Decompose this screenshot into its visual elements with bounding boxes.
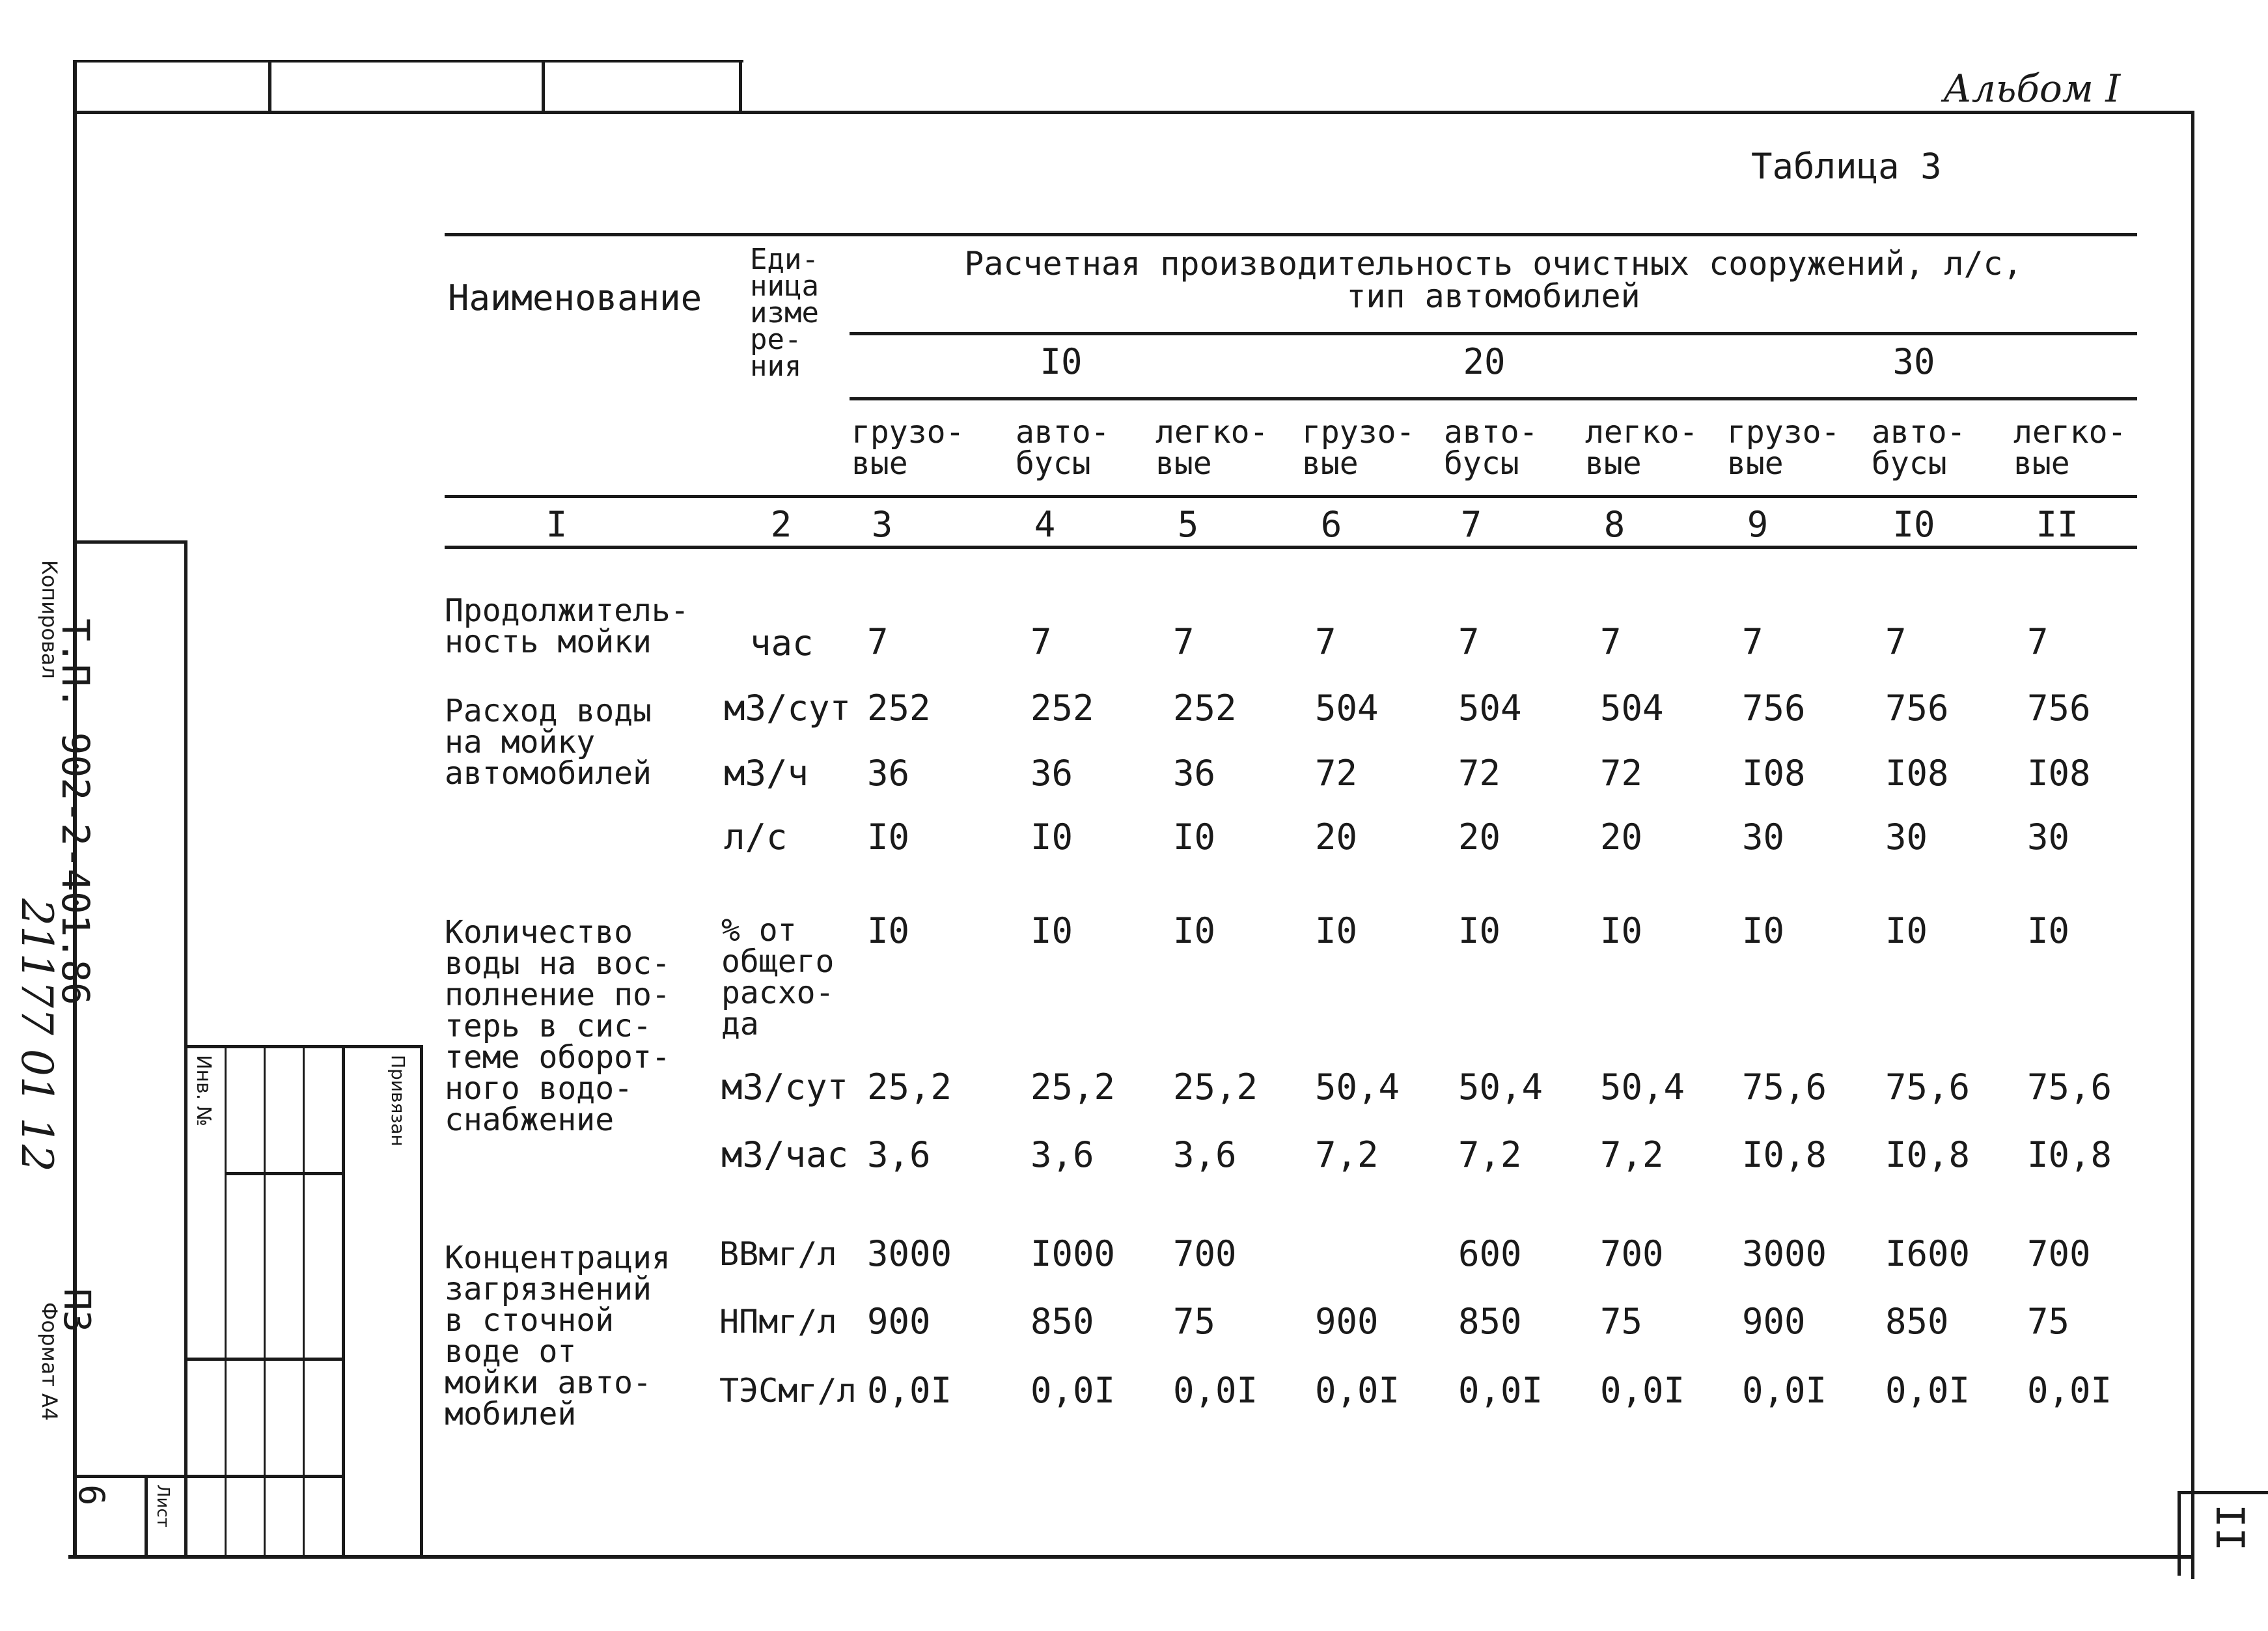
value-cell: 30 <box>1885 816 1928 857</box>
value-cell: 900 <box>1315 1301 1379 1342</box>
value-cell: 3,6 <box>867 1134 931 1175</box>
header-strip-divider <box>268 61 271 112</box>
vehicle-type: легко- вые <box>1585 414 1698 482</box>
column-number: 2 <box>770 504 792 545</box>
column-number: 7 <box>1460 504 1482 545</box>
value-cell: I0 <box>1030 910 1073 951</box>
value-cell: 850 <box>1458 1301 1522 1342</box>
stamp-grid-divider <box>420 1045 423 1556</box>
section-label-water-consumption: Расход воды на мойку автомобилей <box>445 693 652 792</box>
value-cell: 7 <box>1600 621 1622 662</box>
value-cell: 0,0I <box>867 1370 952 1411</box>
doc-code: Т.П. 902-2-401.86 <box>53 619 98 1005</box>
column-number: I0 <box>1892 504 1935 545</box>
value-cell: 7 <box>1173 621 1195 662</box>
value-cell: 75 <box>2027 1301 2070 1342</box>
value-cell: I0,8 <box>1742 1134 1827 1175</box>
value-cell: 25,2 <box>1030 1066 1116 1108</box>
value-cell: 850 <box>1885 1301 1949 1342</box>
album-label: Альбом I <box>1943 66 2121 111</box>
table-rule-groups <box>850 332 2137 335</box>
value-cell: 7,2 <box>1600 1134 1664 1175</box>
value-cell: 75 <box>1600 1301 1643 1342</box>
unit-cell: ТЭСмг/л <box>719 1372 857 1410</box>
title-block-top-line <box>73 540 187 544</box>
header-name: Наименование <box>448 277 702 318</box>
value-cell: 20 <box>1600 816 1643 857</box>
section-label-makeup-water: Количество воды на вос- полнение по- терь в сис- теме оборот- ного водо- снабжение <box>445 914 671 1138</box>
column-number: 6 <box>1320 504 1342 545</box>
value-cell: 0,0I <box>1742 1370 1827 1411</box>
margin-kopiroval: Копировал <box>37 560 62 679</box>
value-cell: 3000 <box>1742 1233 1827 1274</box>
header-strip-top-line <box>73 60 743 63</box>
table-rule-header-bottom <box>445 495 2137 498</box>
value-cell: 7 <box>1030 621 1052 662</box>
value-cell: I600 <box>1885 1233 1971 1274</box>
value-cell: 756 <box>1885 688 1949 729</box>
page-number: II <box>2207 1504 2252 1552</box>
value-cell: I0 <box>1030 816 1073 857</box>
header-strip-divider <box>739 61 742 112</box>
value-cell: 7,2 <box>1458 1134 1522 1175</box>
value-cell: I08 <box>1742 753 1806 794</box>
table-caption: Таблица 3 <box>1751 146 1942 187</box>
value-cell: 3,6 <box>1030 1134 1094 1175</box>
value-cell: 0,0I <box>1600 1370 1685 1411</box>
unit-cell: л/с <box>724 816 788 857</box>
value-cell: I08 <box>1885 753 1949 794</box>
value-cell: 0,0I <box>1315 1370 1400 1411</box>
vehicle-type: легко- вые <box>2013 414 2127 482</box>
value-cell: 3000 <box>867 1233 952 1274</box>
value-cell: 7 <box>1458 621 1480 662</box>
stamp-grid-divider <box>342 1045 345 1556</box>
value-cell: I0 <box>1173 910 1216 951</box>
sheet-label: Лист <box>153 1485 173 1527</box>
unit-cell: м3/сут <box>721 1066 849 1108</box>
value-cell: 36 <box>1173 753 1216 794</box>
vehicle-type: авто- бусы <box>1016 414 1110 482</box>
value-cell: 30 <box>1742 816 1785 857</box>
margin-stamp: 21177 01 12 <box>12 899 62 1172</box>
column-number: I <box>546 504 568 545</box>
value-cell: 50,4 <box>1315 1066 1400 1108</box>
table-rule-top <box>445 233 2137 236</box>
value-cell: 600 <box>1458 1233 1522 1274</box>
value-cell: 700 <box>1173 1233 1237 1274</box>
value-cell: 0,0I <box>1173 1370 1258 1411</box>
value-cell: 504 <box>1600 688 1664 729</box>
header-strip-divider <box>542 61 545 112</box>
unit-cell: НПмг/л <box>719 1303 837 1341</box>
value-cell: I0 <box>1885 910 1928 951</box>
unit-cell: м3/сут <box>724 688 851 729</box>
value-cell: 50,4 <box>1600 1066 1685 1108</box>
stamp-grid-divider <box>303 1045 305 1556</box>
value-cell: I08 <box>2027 753 2091 794</box>
value-cell: 0,0I <box>1885 1370 1971 1411</box>
value-cell: 25,2 <box>867 1066 952 1108</box>
value-cell: 72 <box>1600 753 1643 794</box>
unit-cell: ВВмг/л <box>719 1235 837 1273</box>
frame-right-line <box>2191 111 2194 1579</box>
column-number: 3 <box>871 504 893 545</box>
column-number: 5 <box>1177 504 1199 545</box>
value-cell: 850 <box>1030 1301 1094 1342</box>
value-cell: 36 <box>1030 753 1073 794</box>
value-cell: 900 <box>1742 1301 1806 1342</box>
value-cell: I0 <box>867 910 910 951</box>
value-cell: I0 <box>867 816 910 857</box>
value-cell: 25,2 <box>1173 1066 1258 1108</box>
value-cell: 252 <box>867 688 931 729</box>
value-cell: 7 <box>1742 621 1763 662</box>
unit-cell: час <box>750 622 814 663</box>
value-cell: 72 <box>1458 753 1501 794</box>
value-cell: 75,6 <box>1742 1066 1827 1108</box>
margin-format: Формат А4 <box>37 1302 62 1421</box>
stamp-grid-line <box>225 1172 344 1175</box>
value-cell: 7 <box>867 621 889 662</box>
vehicle-type: авто- бусы <box>1872 414 1966 482</box>
title-block-sheet-line <box>73 1475 187 1478</box>
value-cell: I0 <box>1600 910 1643 951</box>
page-number-box-line <box>2178 1491 2268 1494</box>
column-number: 9 <box>1747 504 1769 545</box>
value-cell: 900 <box>867 1301 931 1342</box>
value-cell: 20 <box>1315 816 1358 857</box>
unit-cell: м3/час <box>721 1134 849 1175</box>
column-number: 8 <box>1603 504 1625 545</box>
unit-cell: м3/ч <box>724 753 809 794</box>
value-cell: I0,8 <box>1885 1134 1971 1175</box>
value-cell: 252 <box>1173 688 1237 729</box>
group-10: I0 <box>1040 341 1083 382</box>
value-cell: 756 <box>1742 688 1806 729</box>
stamp-grid-divider <box>264 1045 266 1556</box>
table-rule-types <box>850 397 2137 400</box>
column-number: 4 <box>1034 504 1056 545</box>
value-cell: 0,0I <box>1458 1370 1543 1411</box>
value-cell: 75 <box>1173 1301 1216 1342</box>
sheet-number: 6 <box>71 1485 112 1506</box>
value-cell: I0 <box>1458 910 1501 951</box>
value-cell: 75,6 <box>1885 1066 1971 1108</box>
value-cell: 0,0I <box>2027 1370 2112 1411</box>
stamp-grid-divider <box>225 1045 227 1556</box>
inv-label: Инв. № <box>192 1055 215 1127</box>
vehicle-type: авто- бусы <box>1444 414 1538 482</box>
header-unit: Еди- ница изме ре- ния <box>750 243 819 383</box>
value-cell: I0,8 <box>2027 1134 2112 1175</box>
value-cell: 504 <box>1458 688 1522 729</box>
page-number-box-line <box>2178 1491 2181 1576</box>
title-block-sheet-divider <box>145 1475 148 1556</box>
privyazan-label: Привязан <box>387 1055 409 1147</box>
value-cell: 504 <box>1315 688 1379 729</box>
value-cell: 36 <box>867 753 910 794</box>
group-20: 20 <box>1463 341 1506 382</box>
value-cell: I000 <box>1030 1233 1116 1274</box>
value-cell: 75,6 <box>2027 1066 2112 1108</box>
value-cell: 50,4 <box>1458 1066 1543 1108</box>
column-number: II <box>2036 504 2079 545</box>
value-cell: 7,2 <box>1315 1134 1379 1175</box>
vehicle-type: грузо- вые <box>1302 414 1415 482</box>
value-cell: 756 <box>2027 688 2091 729</box>
value-cell: I0 <box>1173 816 1216 857</box>
value-cell: I0 <box>1742 910 1785 951</box>
value-cell: 7 <box>1885 621 1907 662</box>
doc-suffix: -ПЗ <box>55 1266 98 1333</box>
value-cell: 72 <box>1315 753 1358 794</box>
vehicle-type: грузо- вые <box>1727 414 1840 482</box>
frame-top-line <box>73 111 2194 114</box>
value-cell: I0 <box>1315 910 1358 951</box>
unit-cell: % от общего расхо- да <box>721 912 835 1042</box>
value-cell: 252 <box>1030 688 1094 729</box>
value-cell: I0 <box>2027 910 2070 951</box>
value-cell: 7 <box>1315 621 1336 662</box>
value-cell: 7 <box>2027 621 2049 662</box>
section-label-wash-duration: Продолжитель- ность мойки <box>445 592 689 660</box>
value-cell: 700 <box>1600 1233 1664 1274</box>
frame-bottom-line <box>68 1555 2194 1559</box>
header-capacity-title: Расчетная производительность очистных сооружений, л/с, тип автомобилей <box>964 245 2023 315</box>
value-cell: 0,0I <box>1030 1370 1116 1411</box>
vehicle-type: грузо- вые <box>851 414 965 482</box>
group-30: 30 <box>1892 341 1935 382</box>
value-cell: 700 <box>2027 1233 2091 1274</box>
table-rule-numbers-bottom <box>445 546 2137 549</box>
value-cell: 20 <box>1458 816 1501 857</box>
value-cell: 3,6 <box>1173 1134 1237 1175</box>
value-cell: 30 <box>2027 816 2070 857</box>
section-label-contamination: Концентрация загрязнений в сточной воде от мойки авто- мобилей <box>445 1240 671 1432</box>
title-block-right-line <box>184 540 187 1556</box>
vehicle-type: легко- вые <box>1155 414 1269 482</box>
